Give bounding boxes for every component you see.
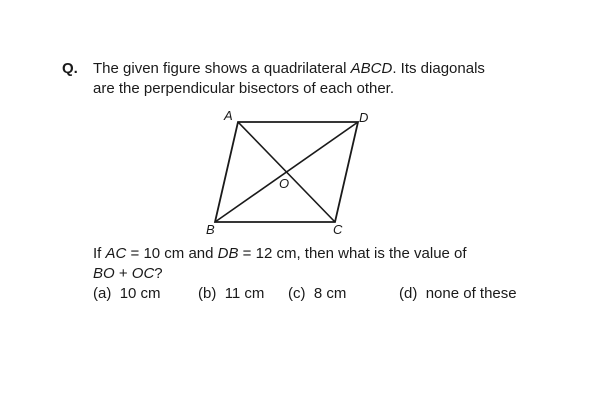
- question-text-part: +: [114, 265, 132, 282]
- vertex-label-a: A: [224, 108, 233, 123]
- quadrilateral-figure: [180, 100, 380, 240]
- option-d[interactable]: [399, 285, 517, 302]
- question-text-line-2: are the perpendicular bisectors of each other.: [93, 80, 395, 97]
- question-number: Q.: [62, 60, 78, 77]
- question-text-part: If: [93, 245, 106, 262]
- question-text-line-1: [93, 60, 485, 77]
- question-text-line-4: [93, 265, 163, 282]
- vertex-label-b: B: [206, 222, 215, 237]
- option-text: 10 cm: [119, 285, 161, 302]
- center-label-o: O: [279, 176, 290, 191]
- option-label: (b): [198, 285, 217, 302]
- question-text-part: ?: [154, 265, 163, 282]
- variable-oc: OC: [131, 265, 155, 282]
- option-text: none of these: [425, 285, 517, 302]
- option-text: 11 cm: [224, 285, 265, 302]
- option-b[interactable]: [198, 285, 264, 302]
- vertex-label-d: D: [359, 110, 369, 125]
- question-text-part: = 10 cm and: [126, 245, 218, 262]
- variable-ac: AC: [105, 245, 127, 262]
- vertex-label-c: C: [333, 222, 343, 237]
- question-text-part: . Its diagonals: [392, 60, 485, 77]
- option-text: 8 cm: [313, 285, 347, 302]
- question-text-line-3: [93, 245, 467, 262]
- question-text-part: = 12 cm, then what is the value of: [238, 245, 467, 262]
- option-label: (a): [93, 285, 112, 302]
- option-a[interactable]: [93, 285, 161, 302]
- variable-bo: BO: [93, 265, 115, 282]
- variable-db: DB: [217, 245, 239, 262]
- option-label: (d): [399, 285, 418, 302]
- option-c[interactable]: [288, 285, 346, 302]
- quadrilateral-name: ABCD: [350, 60, 393, 77]
- diagonal-db: [215, 122, 358, 222]
- option-label: (c): [288, 285, 306, 302]
- question-text-part: The given figure shows a quadrilateral: [93, 60, 351, 77]
